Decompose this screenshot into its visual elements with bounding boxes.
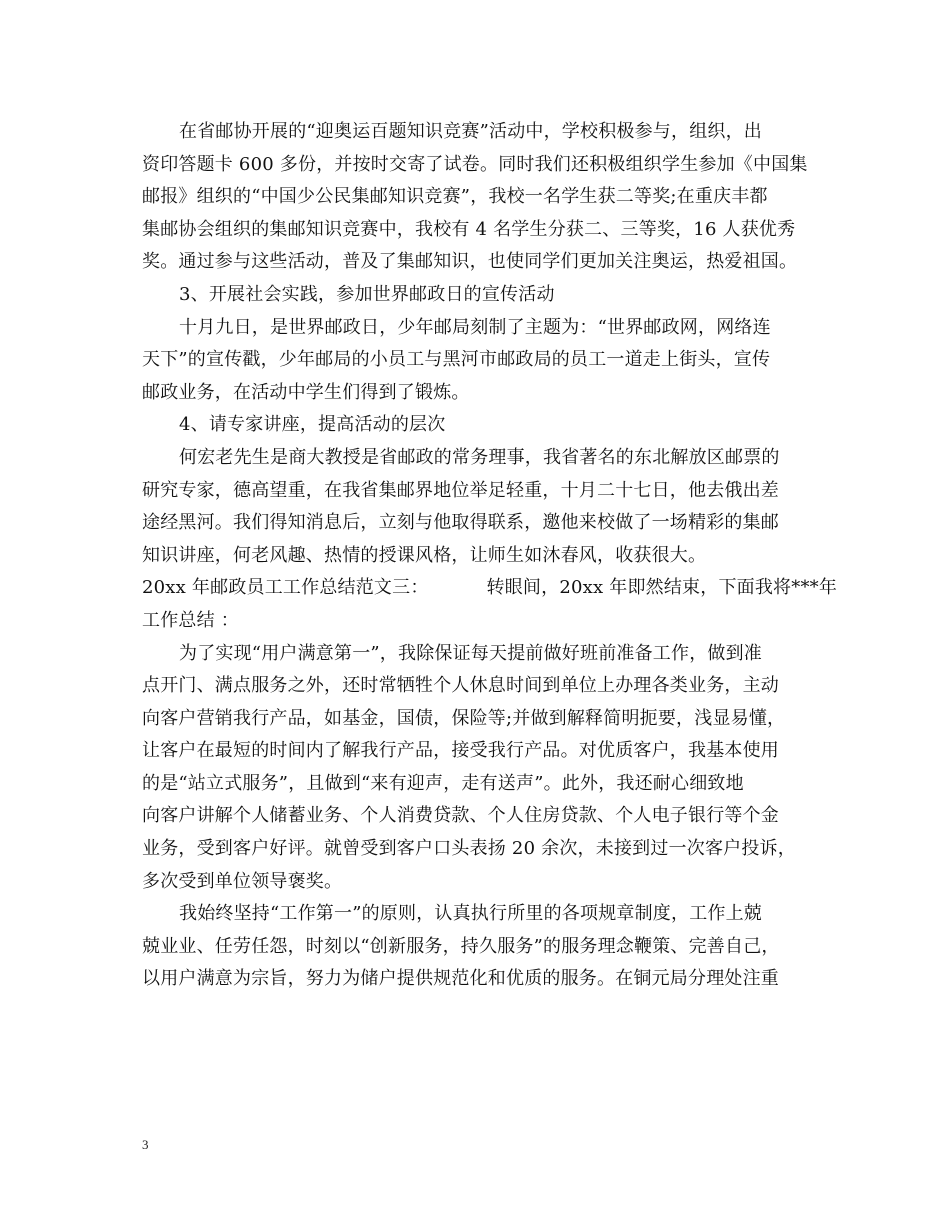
text-line: 何宏老先生是商大教授是省邮政的常务理事，我省著名的东北解放区邮票的 xyxy=(179,446,780,468)
text-line: 工作总结 ： xyxy=(142,609,239,631)
text-line: 邮报》组织的“中国少公民集邮知识竞赛”，我校一名学生获二等奖;在重庆丰都 xyxy=(142,186,768,208)
text-line: 研究专家，德高望重，在我省集邮界地位举足轻重，十月二十七日，他去俄出差 xyxy=(142,479,779,501)
text-line: 途经黑河。我们得知消息后，立刻与他取得联系，邀他来校做了一场精彩的集邮 xyxy=(142,512,779,534)
text-line xyxy=(142,572,838,605)
document-body xyxy=(142,116,838,996)
section-intro-text: 转眼间，20xx 年即然结束，下面我将***年 xyxy=(486,577,838,599)
text-line: 以用户满意为宗旨，努力为储户提供规范化和优质的服务。在铜元局分理处注重 xyxy=(142,968,779,990)
text-line: 业务，受到客户好评。就曾受到客户口头表扬 20 余次，未接到过一次客户投诉， xyxy=(142,838,796,860)
text-line: 在省邮协开展的“迎奥运百题知识竞赛”活动中，学校积极参与，组织，出 xyxy=(179,121,763,142)
text-line: 多次受到单位领导褒奖。 xyxy=(142,870,343,892)
text-line: 向客户讲解个人储蓄业务、个人消费贷款、个人住房贷款、个人电子银行等个金 xyxy=(142,805,779,827)
text-line: 4、请专家讲座，提高活动的层次 xyxy=(179,414,446,436)
text-line: 兢业业、任劳任怨，时刻以“创新服务，持久服务”的服务理念鞭策、完善自己， xyxy=(142,935,780,957)
text-line: 为了实现“用户满意第一”，我除保证每天提前做好班前准备工作，做到准 xyxy=(179,642,763,664)
text-line: 我始终坚持“工作第一”的原则，认真执行所里的各项规章制度，工作上兢 xyxy=(179,903,763,925)
text-line: 向客户营销我行产品，如基金，国债，保险等;并做到解释简明扼要，浅显易懂， xyxy=(142,707,786,729)
text-line: 奖。通过参与这些活动，普及了集邮知识，也使同学们更加关注奥运，热爱祖国。 xyxy=(142,251,798,273)
page-number: 3 xyxy=(142,1137,149,1152)
text-line: 邮政业务，在活动中学生们得到了锻炼。 xyxy=(142,381,470,403)
text-line: 点开门、满点服务之外，还时常牺牲个人休息时间到单位上办理各类业务，主动 xyxy=(142,675,779,697)
text-line: 的是“站立式服务”，且做到“来有迎声，走有送声”。此外，我还耐心细致地 xyxy=(142,772,744,794)
text-line: 天下”的宣传戳，少年邮局的小员工与黑河市邮政局的员工一道走上街头，宣传 xyxy=(142,349,771,371)
section-heading: 20xx 年邮政员工工作总结范文三： xyxy=(142,577,429,599)
text-line: 3、开展社会实践，参加世界邮政日的宣传活动 xyxy=(179,283,555,305)
text-line: 集邮协会组织的集邮知识竞赛中，我校有 4 名学生分获二、三等奖，16 人获优秀 xyxy=(142,218,796,240)
text-line: 十月九日，是世界邮政日，少年邮局刻制了主题为：“世界邮政网，网络连 xyxy=(179,316,771,338)
text-line: 知识讲座，何老风趣、热情的授课风格，让师生如沐春风，收获很大。 xyxy=(142,544,707,566)
text-line: 让客户在最短的时间内了解我行产品，接受我行产品。对优质客户，我基本使用 xyxy=(142,740,779,762)
text-line: 资印答题卡 600 多份，并按时交寄了试卷。同时我们还积极组织学生参加《中国集 xyxy=(142,153,808,175)
